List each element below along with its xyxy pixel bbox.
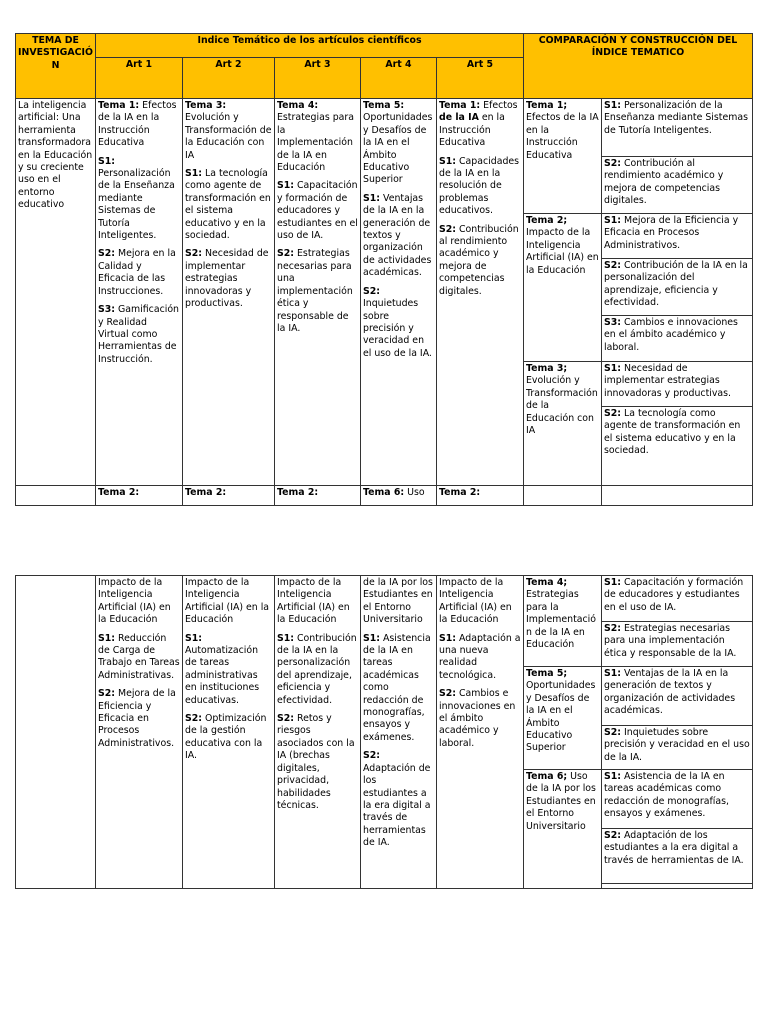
tema-text: Oportunidades y Desafíos de la IA en el Ámbito Educativo Superior <box>526 680 596 754</box>
tema-text: Uso <box>404 487 425 498</box>
tema-investigacion-text: La inteligencia artificial: Una herramienta transformadora en la Educación y su creciente uso en el entorno educativo <box>18 100 93 211</box>
subtema-text: Capacitación y formación de educadores y estudiantes en el uso de IA. <box>604 577 744 613</box>
subtema-label: S1: <box>185 632 203 644</box>
comp-tema-cell <box>524 576 602 667</box>
subtema-text: La tecnología como agente de transformación en el sistema educativo y en la sociedad. <box>604 408 741 457</box>
tema-text: Estrategias para la Implementación de la IA en Educación <box>277 112 354 174</box>
empty-cell <box>602 884 753 889</box>
empty-cell <box>602 486 753 506</box>
tema-text: de la IA por los Estudiantes en el Entorno Universitario <box>363 577 433 626</box>
subtema-label: S2: <box>604 830 622 841</box>
tema-text: Efectos de la IA en la Instrucción Educativa <box>98 100 177 149</box>
subtema-label: S1: <box>604 100 622 111</box>
tema-text: en la Instrucción Educativa <box>439 112 505 149</box>
subtema-label: S2: <box>185 248 203 260</box>
subtema-label: S1: <box>604 363 622 374</box>
subtema-label: S1: <box>604 668 622 679</box>
thematic-index-table <box>15 33 753 506</box>
subtema-text: Necesidad de implementar estrategias innovadoras y productivas. <box>185 248 269 310</box>
subtema-label: S2: <box>277 248 295 260</box>
empty-cell <box>16 486 96 506</box>
art4-cell <box>361 576 437 889</box>
comp-subtema-cell <box>602 622 753 667</box>
tema-label: Tema 6; <box>526 771 568 782</box>
tema-label: Tema 2; <box>526 215 568 226</box>
tema-label: Tema 2: <box>185 487 227 498</box>
art4-bottom-cell <box>361 486 437 506</box>
tema-label: Tema 1; <box>526 100 568 111</box>
tema-label: Tema 5; <box>526 668 568 679</box>
subtema-text: Inquietudes sobre precisión y veracidad en el uso de la IA. <box>363 298 432 359</box>
header-tema-investigacion: TEMA DE INVESTIGACIÓN <box>16 34 96 99</box>
art3-cell <box>275 576 361 889</box>
subtema-text: Cambios e innovaciones en el ámbito académico y laboral. <box>439 688 516 749</box>
comp-subtema-cell <box>602 259 753 316</box>
subtema-text: Capacitación y formación de educadores y estudiantes en el uso de IA. <box>277 180 358 242</box>
art2-cell <box>183 99 275 486</box>
art1-cell <box>96 99 183 486</box>
tema-label: Tema 3; <box>526 363 568 374</box>
header-comparacion: COMPARACIÓN Y CONSTRUCCIÓN DEL ÍNDICE TEMATICO <box>524 34 753 99</box>
subtema-text: Personalización de la Enseñanza mediante Sistemas de Tutoría Inteligentes. <box>604 100 749 136</box>
tema-text: Uso de la IA por los Estudiantes en el Entorno Universitario <box>526 771 596 832</box>
tema-text-bold: de la IA <box>439 112 479 124</box>
header-indice-tematico: Indice Temático de los artículos científicos <box>96 34 524 58</box>
subtema-text: Gamificación y Realidad Virtual como Herramientas de Instrucción. <box>98 304 179 365</box>
tema-text: Evolución y Transformación de la Educación con IA <box>526 375 598 437</box>
subtema-label: S2: <box>185 713 203 725</box>
thematic-index-table-continued <box>15 575 753 889</box>
tema-label: Tema 1: <box>439 100 481 111</box>
comp-subtema-cell <box>602 667 753 726</box>
tema-text: Evolución y Transformación de la Educación con IA <box>185 112 272 161</box>
tema-text: Impacto de la Inteligencia Artificial (IA) en la Educación <box>185 577 270 626</box>
art3-cell <box>275 99 361 486</box>
comp-subtema-cell <box>602 362 753 407</box>
art5-cell <box>437 576 524 889</box>
subtema-text: Estrategias necesarias para una implementación ética y responsable de la IA. <box>604 623 737 659</box>
subtema-text: Retos y riesgos asociados con la IA (brechas digitales, privacidad, habilidades técnicas. <box>277 713 355 811</box>
subtema-label: S2: <box>439 223 457 235</box>
comp-tema-cell <box>524 214 602 362</box>
header-art-2: Art 2 <box>183 58 275 99</box>
subtema-label: S1: <box>277 632 295 644</box>
subtema-text: Adaptación a una nueva realidad tecnológica. <box>439 632 521 681</box>
subtema-label: S3: <box>604 317 622 328</box>
subtema-label: S1: <box>363 192 381 204</box>
subtema-text: Mejora de la Eficiencia y Eficacia en Procesos Administrativos. <box>98 688 176 749</box>
subtema-text: Asistencia de la IA en tareas académicas como redacción de monografías, ensayos y exámenes. <box>604 771 729 820</box>
subtema-label: S3: <box>98 304 116 316</box>
subtema-text: Necesidad de implementar estrategias innovadoras y productivas. <box>604 363 732 399</box>
tema-label: Tema 4; <box>526 577 568 588</box>
comp-subtema-cell <box>602 157 753 214</box>
subtema-label: S2: <box>604 158 622 169</box>
subtema-label: S2: <box>98 248 116 260</box>
subtema-text: Cambios e innovaciones en el ámbito académico y laboral. <box>604 317 738 353</box>
art1-cell <box>96 576 183 889</box>
subtema-text: Contribución de la IA en la personalización del aprendizaje, eficiencia y efectividad. <box>277 632 357 706</box>
header-art-3: Art 3 <box>275 58 361 99</box>
subtema-label: S1: <box>604 771 622 782</box>
art1-bottom-cell <box>96 486 183 506</box>
tema-text: Efectos de la IA en la Instrucción Educativa <box>526 112 599 161</box>
subtema-text: Adaptación de los estudiantes a la era digital a través de herramientas de IA. <box>363 762 431 849</box>
subtema-text: Reducción de Carga de Trabajo en Tareas Administrativas. <box>98 632 180 681</box>
subtema-label: S2: <box>439 688 457 700</box>
art3-bottom-cell <box>275 486 361 506</box>
subtema-text: Adaptación de los estudiantes a la era digital a través de herramientas de IA. <box>604 830 744 866</box>
comp-subtema-cell <box>602 316 753 362</box>
subtema-text: Optimización de la gestión educativa con la IA. <box>185 713 267 762</box>
comp-subtema-cell <box>602 214 753 259</box>
tema-text: Impacto de la Inteligencia Artificial (IA) en la Educación <box>277 577 350 626</box>
tema-text: Oportunidades y Desafíos de la IA en el Ámbito Educativo Superior <box>363 112 433 186</box>
subtema-label: S1: <box>604 577 622 588</box>
comp-subtema-cell <box>602 829 753 884</box>
subtema-label: S1: <box>98 155 116 167</box>
subtema-text: Contribución al rendimiento académico y mejora de competencias digitales. <box>439 223 519 297</box>
subtema-label: S1: <box>98 632 116 644</box>
comp-tema-cell <box>524 99 602 214</box>
art2-cell <box>183 576 275 889</box>
tema-label: Tema 2: <box>277 487 319 498</box>
comp-subtema-cell <box>602 576 753 622</box>
subtema-label: S2: <box>98 688 116 700</box>
art5-bottom-cell <box>437 486 524 506</box>
tema-investigacion-cell <box>16 99 96 486</box>
subtema-label: S1: <box>185 168 203 180</box>
subtema-label: S2: <box>604 260 622 271</box>
empty-cell <box>524 486 602 506</box>
tema-label: Tema 2: <box>439 487 481 498</box>
subtema-text: Personalización de la Enseñanza mediante Sistemas de Tutoría Inteligentes. <box>98 168 175 242</box>
empty-cell <box>16 576 96 889</box>
subtema-label: S2: <box>363 750 381 762</box>
subtema-label: S1: <box>277 180 295 192</box>
subtema-text: Asistencia de la IA en tareas académicas como redacción de monografías, ensayos y exámenes. <box>363 632 431 743</box>
subtema-text: Inquietudes sobre precisión y veracidad en el uso de la IA. <box>604 727 750 763</box>
tema-text: Impacto de la Inteligencia Artificial (IA) en la Educación <box>526 227 599 276</box>
subtema-text: Mejora de la Eficiencia y Eficacia en Procesos Administrativos. <box>604 215 739 251</box>
subtema-text: Mejora en la Calidad y Eficacia de las Instrucciones. <box>98 248 176 297</box>
subtema-label: S1: <box>439 632 457 644</box>
tema-label: Tema 6: <box>363 487 405 498</box>
comp-subtema-cell <box>602 407 753 486</box>
tema-text: Impacto de la Inteligencia Artificial (IA) en la Educación <box>439 577 512 626</box>
subtema-label: S1: <box>604 215 622 226</box>
art5-cell <box>437 99 524 486</box>
comp-tema-cell <box>524 770 602 889</box>
comp-subtema-cell <box>602 770 753 829</box>
comp-subtema-cell <box>602 99 753 157</box>
tema-text: Estrategias para la Implementación de la IA en Educación <box>526 589 596 651</box>
header-art-5: Art 5 <box>437 58 524 99</box>
subtema-text: Contribución de la IA en la personalización del aprendizaje, eficiencia y efectividad. <box>604 260 748 309</box>
subtema-text: Capacidades de la IA en la resolución de problemas educativos. <box>439 155 520 217</box>
comp-tema-cell <box>524 667 602 770</box>
subtema-label: S1: <box>439 155 457 167</box>
comp-tema-cell <box>524 362 602 486</box>
subtema-text: Estrategias necesarias para una implementación ética y responsable de la IA. <box>277 248 353 334</box>
tema-label: Tema 2: <box>98 487 140 498</box>
subtema-text: Contribución al rendimiento académico y mejora de competencias digitales. <box>604 158 724 207</box>
subtema-text: La tecnología como agente de transformación en el sistema educativo y en la sociedad. <box>185 168 271 242</box>
tema-label: Tema 5: <box>363 100 405 111</box>
tema-text: Impacto de la Inteligencia Artificial (IA) en la Educación <box>98 577 171 626</box>
header-art-4: Art 4 <box>361 58 437 99</box>
subtema-label: S2: <box>604 623 622 634</box>
tema-label: Tema 1: <box>98 100 140 111</box>
subtema-text: Ventajas de la IA en la generación de textos y organización de actividades académicas. <box>363 192 432 279</box>
subtema-label: S1: <box>363 632 381 644</box>
subtema-label: S2: <box>604 408 622 419</box>
tema-label: Tema 3: <box>185 100 227 111</box>
subtema-label: S2: <box>277 713 295 725</box>
art4-cell <box>361 99 437 486</box>
subtema-label: S2: <box>604 727 622 738</box>
subtema-label: S2: <box>363 285 381 297</box>
tema-text: Efectos <box>480 100 518 111</box>
header-art-1: Art 1 <box>96 58 183 99</box>
subtema-text: Ventajas de la IA en la generación de textos y organización de actividades académicas. <box>604 668 736 717</box>
tema-label: Tema 4: <box>277 100 319 111</box>
art2-bottom-cell <box>183 486 275 506</box>
subtema-text: Automatización de tareas administrativas en instituciones educativas. <box>185 645 260 706</box>
comp-subtema-cell <box>602 726 753 770</box>
